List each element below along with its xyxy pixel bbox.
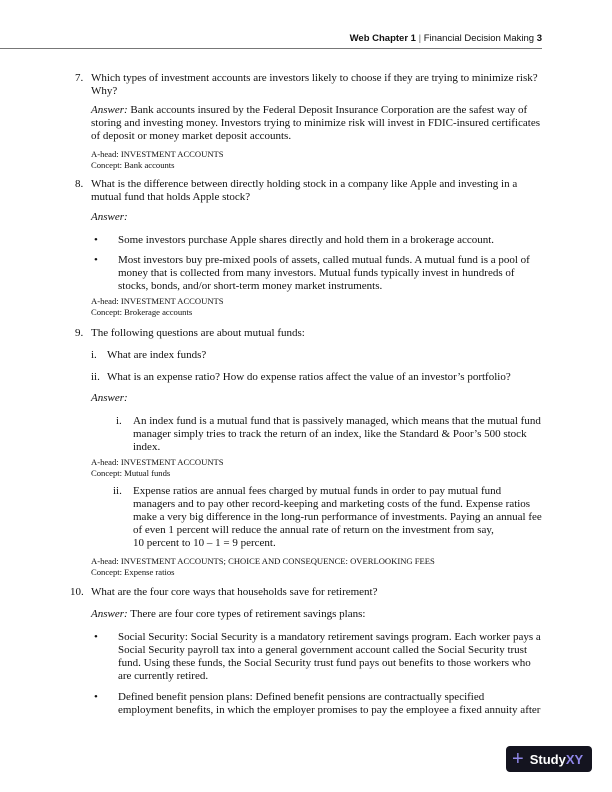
chapter-title: Financial Decision Making: [423, 33, 535, 44]
answer-label: Answer:: [91, 211, 128, 223]
answer-line: An index fund is a mutual fund that is passively managed, which means that the mutual fund: [133, 415, 541, 427]
page-header: [350, 33, 542, 44]
bullet-line: Some investors purchase Apple shares directly and hold them in a brokerage account.: [118, 234, 495, 246]
q8-text-line: mutual fund that holds Apple stock?: [91, 191, 251, 203]
a-head: A-head: INVESTMENT ACCOUNTS: [91, 149, 224, 159]
bullet-line: employment benefits, in which the employer promises to pay the employee a fixed annuity after: [118, 704, 541, 716]
answer-line: make a very big difference in the long-run performance of investments. Paying an annual fee: [133, 511, 542, 523]
answer-line: There are four core types of retirement savings plans:: [127, 608, 366, 620]
answer-label: Answer:: [91, 392, 128, 404]
page-number: 3: [536, 33, 542, 44]
answer-line: manager simply tries to track the return of an index, like the Standard & Poor’s 500 stock: [133, 428, 527, 440]
bullet-line: are currently retired.: [118, 670, 209, 682]
answer-line: managers and to pay other record-keeping and marketing costs of the fund. Expense ratios: [133, 498, 531, 510]
q8-text-line: What is the difference between directly holding stock in a company like Apple and investing in a: [91, 178, 518, 190]
q7-answer: [91, 104, 527, 117]
subq-text: What are index funds?: [107, 349, 207, 361]
header-rule: [0, 48, 542, 49]
q9-intro: The following questions are about mutual funds:: [91, 327, 305, 339]
q9-number: 9.: [75, 327, 84, 339]
logo-text: Study: [529, 751, 566, 767]
answer-line: of even 1 percent will reduce the annual rate of return on the investment from say,: [133, 524, 494, 536]
a-head: A-head: INVESTMENT ACCOUNTS; CHOICE AND CONSEQUENCE: OVERLOOKING FEES: [91, 556, 435, 566]
header-separator: |: [418, 33, 422, 44]
concept: Concept: Bank accounts: [91, 160, 175, 170]
bullet-line: fund. Using these funds, the Social Security trust fund pays out benefits to those workers who: [118, 657, 531, 669]
bullet-line: Social Security: Social Security is a mandatory retirement savings program. Each worker pays a: [118, 631, 541, 643]
answer-line: Expense ratios are annual fees charged by mutual funds in order to pay mutual fund: [133, 485, 502, 497]
bullet-line: stocks, bonds, and/or short-term money market instruments.: [118, 280, 383, 292]
bullet-icon: •: [94, 691, 98, 703]
bullet-icon: •: [94, 234, 98, 246]
bullet-line: Social Security payroll tax into a general government account called the Social Security trust: [118, 644, 528, 656]
logo-text-accent: XY: [565, 751, 584, 767]
answer-line: Bank accounts insured by the Federal Deposit Insurance Corporation are the safest way of: [127, 104, 528, 116]
chapter-label: Web Chapter 1: [349, 33, 416, 44]
q7-text-line: Which types of investment accounts are investors likely to choose if they are trying to minimize risk?: [91, 72, 538, 84]
q8-number: 8.: [75, 178, 84, 190]
a-head: A-head: INVESTMENT ACCOUNTS: [91, 457, 224, 467]
answer-line: of deposit or money market deposit accounts.: [91, 130, 292, 142]
bullet-line: Most investors buy pre-mixed pools of assets, called mutual funds. A mutual fund is a pool of: [118, 254, 530, 266]
concept: Concept: Brokerage accounts: [91, 307, 193, 317]
concept: Concept: Mutual funds: [91, 468, 171, 478]
subq-number: i.: [91, 349, 97, 361]
q10-answer: [91, 608, 365, 621]
answer-line: 10 percent to 10 – 1 = 9 percent.: [133, 537, 276, 549]
answer-number: i.: [116, 415, 122, 427]
q7-number: 7.: [75, 72, 84, 84]
bullet-icon: •: [94, 631, 98, 643]
concept: Concept: Expense ratios: [91, 567, 175, 577]
q10-text: What are the four core ways that households save for retirement?: [91, 586, 378, 598]
answer-label: Answer:: [91, 104, 128, 116]
q10-number: 10.: [70, 586, 84, 598]
plus-icon: +: [512, 748, 524, 770]
bullet-line: money that is collected from many investors. Mutual funds typically invest in hundreds of: [118, 267, 515, 279]
answer-line: index.: [133, 441, 161, 453]
answer-line: storing and investing money. Investors trying to minimize risk will invest in FDIC-insured certificates: [91, 117, 540, 129]
bullet-line: Defined benefit pension plans: Defined benefit pensions are contractually specified: [118, 691, 485, 703]
studyxy-logo[interactable]: [506, 746, 592, 772]
answer-label: Answer:: [91, 608, 128, 620]
answer-number: ii.: [113, 485, 122, 497]
subq-text: What is an expense ratio? How do expense ratios affect the value of an investor’s portfolio?: [107, 371, 511, 383]
a-head: A-head: INVESTMENT ACCOUNTS: [91, 296, 224, 306]
q7-text-line: Why?: [91, 85, 118, 97]
subq-number: ii.: [91, 371, 100, 383]
bullet-icon: •: [94, 254, 98, 266]
